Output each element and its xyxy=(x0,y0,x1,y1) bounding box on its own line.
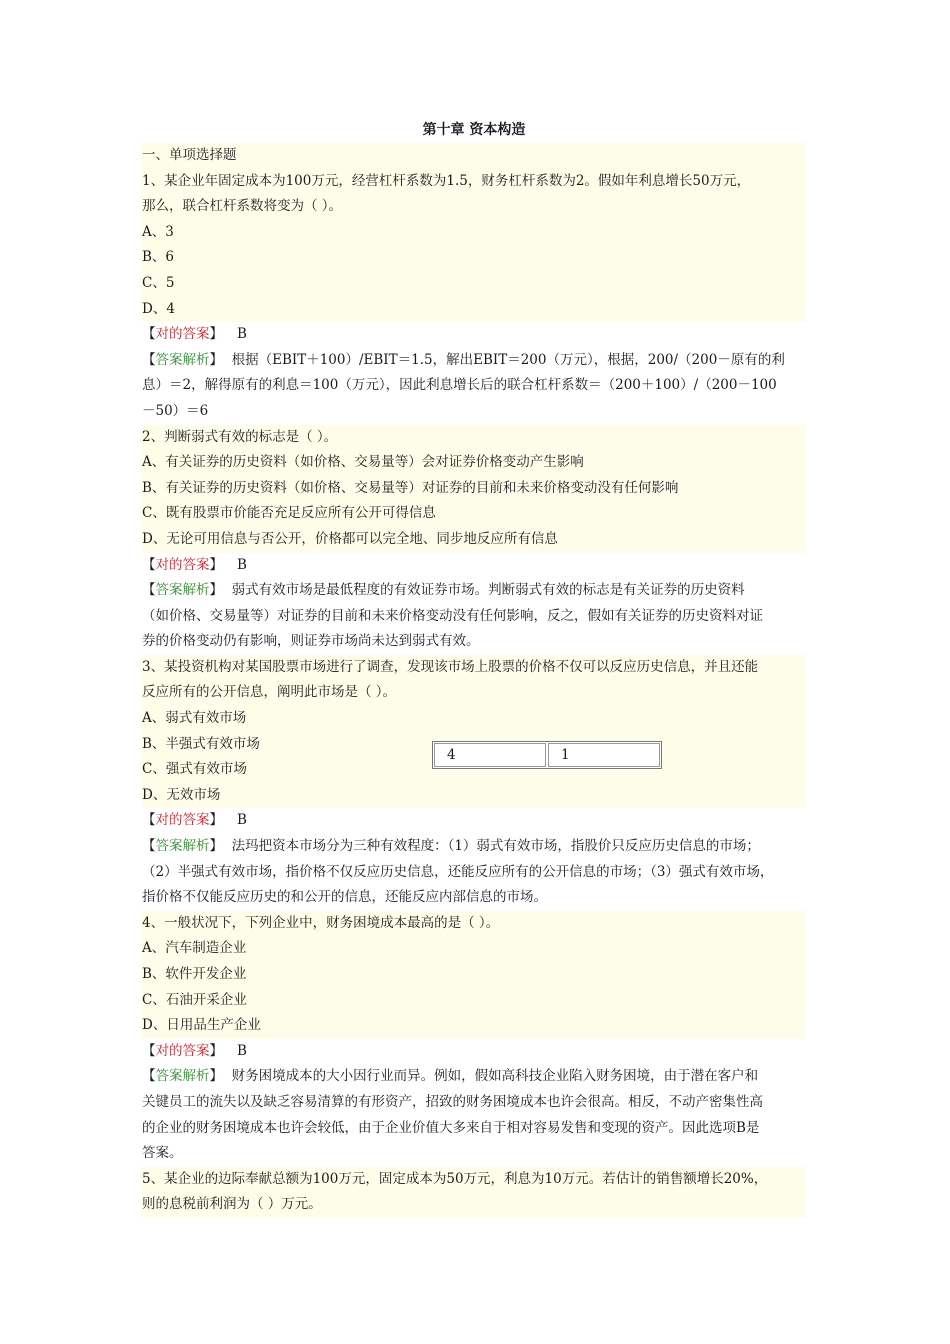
option-d: D、4 xyxy=(142,297,806,323)
question-stem-line: 那么，联合杠杆系数将变为（ ）。 xyxy=(142,194,806,220)
chapter-title: 第十章 资本构造 xyxy=(422,122,526,138)
option-b: B、有关证券的历史资料（如价格、交易量等）对证券的目前和未来价格变动没有任何影响 xyxy=(142,476,806,502)
answer-value: B xyxy=(237,556,247,573)
question-stem-line: 则的息税前利润为（ ）万元。 xyxy=(142,1192,806,1218)
analysis-line: 【答案解析】 根据（EBIT＋100）/EBIT＝1.5，解出EBIT＝200（万元），根据，200/（200－原有的利 xyxy=(142,351,785,368)
question-stem-line: 5、某企业的边际奉献总额为100万元，固定成本为50万元，利息为10万元。若估计的销售额增长20%， xyxy=(142,1167,806,1193)
analysis-line: （如价格、交易量等）对证券的目前和未来价格变动没有任何影响，反之，假如有关证券的历史资料对证 xyxy=(142,607,763,624)
answer-label: 【对的答案】 xyxy=(142,1042,223,1059)
option-c: C、既有股票市价能否充足反应所有公开可得信息 xyxy=(142,501,806,527)
question-stem-line: 3、某投资机构对某国股票市场进行了调查，发现该市场上股票的价格不仅可以反应历史信息，并且还能 xyxy=(142,655,806,681)
answer-row xyxy=(142,1039,806,1065)
analysis-line: 关键员工的流失以及缺乏容易清算的有形资产，招致的财务困境成本也许会很高。相反，不动产密集性高 xyxy=(142,1093,763,1110)
option-a: A、有关证券的历史资料（如价格、交易量等）会对证券价格变动产生影响 xyxy=(142,450,806,476)
answer-row xyxy=(142,553,806,579)
option-a: A、3 xyxy=(142,220,806,246)
question-2 xyxy=(142,425,806,655)
option-c: C、强式有效市场 xyxy=(142,757,806,783)
option-d: D、无效市场 xyxy=(142,783,806,809)
analysis-line: 的企业的财务困境成本也许会较低，由于企业价值大多来自于相对容易发售和变现的资产。因此选项B是 xyxy=(142,1119,760,1136)
answer-label: 【对的答案】 xyxy=(142,326,223,343)
analysis-line: 指价格不仅能反应历史的和公开的信息，还能反应内部信息的市场。 xyxy=(142,889,547,906)
option-d: D、日用品生产企业 xyxy=(142,1013,806,1039)
question-stem-line: 1、某企业年固定成本为100万元，经营杠杆系数为1.5，财务杠杆系数为2。假如年利息增长50万元， xyxy=(142,169,806,195)
analysis-line: 【答案解析】 弱式有效市场是最低程度的有效证券市场。判断弱式有效的标志是有关证券的历史资料 xyxy=(142,582,745,599)
question-3 xyxy=(142,655,806,911)
option-a: A、汽车制造企业 xyxy=(142,936,806,962)
question-stem-line: 2、判断弱式有效的标志是（ ）。 xyxy=(142,425,806,451)
analysis-text: 法玛把资本市场分为三种有效程度：（1）弱式有效市场，指股价只反应历史信息的市场； xyxy=(231,838,760,855)
analysis-line: 【答案解析】 法玛把资本市场分为三种有效程度：（1）弱式有效市场，指股价只反应历史信息的市场； xyxy=(142,838,760,855)
answer-row xyxy=(142,322,806,348)
option-b: B、6 xyxy=(142,245,806,271)
answer-value: B xyxy=(237,812,247,829)
answer-label: 【对的答案】 xyxy=(142,812,223,829)
option-d: D、无论可用信息与否公开，价格都可以完全地、同步地反应所有信息 xyxy=(142,527,806,553)
document-page xyxy=(142,118,806,1218)
analysis-line: 券的价格变动仍有影响，则证券市场尚未达到弱式有效。 xyxy=(142,633,480,650)
overlay-cell: 4 xyxy=(434,743,546,767)
analysis-text: 根据（EBIT＋100）/EBIT＝1.5，解出EBIT＝200（万元），根据，200/（200－原有的利 xyxy=(231,351,785,368)
analysis-text: 财务困境成本的大小因行业而异。例如，假如高科技企业陷入财务困境，由于潜在客户和 xyxy=(231,1068,759,1085)
option-c: C、石油开采企业 xyxy=(142,988,806,1014)
question-1 xyxy=(142,169,806,425)
analysis-line: －50）＝6 xyxy=(142,402,209,419)
analysis-text: 弱式有效市场是最低程度的有效证券市场。判断弱式有效的标志是有关证券的历史资料 xyxy=(231,582,745,599)
overlay-cell: 1 xyxy=(548,743,660,767)
question-stem-line: 反应所有的公开信息，阐明此市场是（ ）。 xyxy=(142,680,806,706)
question-5 xyxy=(142,1167,806,1218)
analysis-line: 息）＝2，解得原有的利息＝100（万元），因此利息增长后的联合杠杆系数＝（200＋100）/（200－100 xyxy=(142,377,777,394)
answer-value: B xyxy=(237,1042,247,1059)
analysis-line: 【答案解析】 财务困境成本的大小因行业而异。例如，假如高科技企业陷入财务困境，由于潜在客户和 xyxy=(142,1068,759,1085)
answer-label: 【对的答案】 xyxy=(142,556,223,573)
question-4 xyxy=(142,911,806,1167)
option-a: A、弱式有效市场 xyxy=(142,706,806,732)
section-heading: 一、单项选择题 xyxy=(142,143,806,169)
option-b: B、半强式有效市场 xyxy=(142,732,806,758)
option-b: B、软件开发企业 xyxy=(142,962,806,988)
analysis-line: （2）半强式有效市场，指价格不仅反应历史信息，还能反应所有的公开信息的市场；（3）强式有效市场， xyxy=(142,863,774,880)
question-stem-line: 4、一般状况下，下列企业中，财务困境成本最高的是（ ）。 xyxy=(142,911,806,937)
answer-value: B xyxy=(237,326,247,343)
overlay-table xyxy=(432,741,662,769)
option-c: C、5 xyxy=(142,271,806,297)
analysis-line: 答案。 xyxy=(142,1145,183,1162)
answer-row xyxy=(142,808,806,834)
